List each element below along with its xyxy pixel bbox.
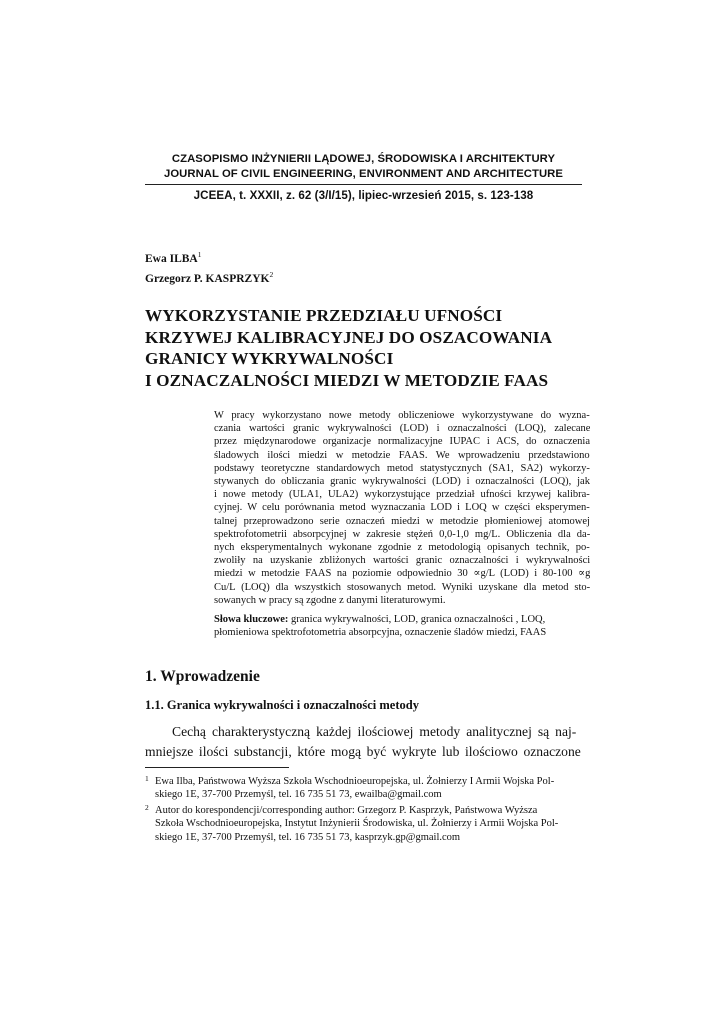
abstract-line: nych eksperymentalnych wykonane zgodnie z metodologią opisanych technik, po-: [214, 542, 590, 554]
author-1-name: Ewa ILBA: [145, 253, 198, 265]
footnote-1: [145, 775, 590, 802]
abstract-line: czania wartości granic wykrywalności (LOD) i oznaczalności (LOQ), zalecane: [214, 423, 590, 435]
footnote-rule: [145, 767, 289, 768]
footnote-line: Szkoła Wschodnioeuropejska, Instytut Inżynierii Środowiska, ul. Żołnierzy i Armii Wojska Pol-: [155, 818, 559, 830]
title-line: GRANICY WYKRYWALNOŚCI: [145, 349, 394, 368]
title-line: KRZYWEJ KALIBRACYJNEJ DO OSZACOWANIA: [145, 327, 553, 347]
author-1-footnote-mark: 1: [197, 250, 202, 259]
author-2: [145, 267, 273, 287]
abstract: [214, 409, 590, 607]
title-line: I OZNACZALNOŚCI MIEDZI W METODZIE FAAS: [145, 370, 549, 390]
header-rule: [145, 184, 582, 185]
abstract-line: przez międzynarodowe organizacje normalizacyjne IUPAC i ACS, do oznaczenia: [214, 436, 590, 448]
journal-header: [145, 152, 582, 203]
keywords: [214, 613, 590, 639]
paper-title: [145, 305, 590, 391]
footnote-line: skiego 1E, 37-700 Przemyśl, tel. 16 735 51 73, kasprzyk.gp@gmail.com: [155, 831, 461, 843]
keywords-label: Słowa kluczowe:: [214, 614, 289, 625]
abstract-line: stywanych do obliczania granic wykrywalności (LOD) i oznaczalności (LOQ), jak: [214, 476, 590, 488]
keywords-text: granica wykrywalności, LOD, granica oznaczalności , LOQ,: [288, 614, 546, 625]
body-line: Cechą charakterystyczną każdej ilościowej metody analitycznej są naj-: [172, 724, 577, 739]
footnote-mark: 2: [145, 802, 149, 812]
abstract-line: Cu/L (LOQ) dla wszystkich stosowanych metod. Wyniki uzyskane dla metod sto-: [214, 581, 590, 593]
body-line: mniejsze ilości substancji, które mogą być wykryte lub ilościowo oznaczone: [145, 744, 581, 759]
author-1: [145, 247, 273, 267]
abstract-line: W pracy wykorzystano nowe metody obliczeniowe wykorzystywane do wyzna-: [214, 410, 590, 421]
footnote-line: skiego 1E, 37-700 Przemyśl, tel. 16 735 51 73, ewailba@gmail.com: [155, 789, 442, 801]
footnote-mark: 1: [145, 774, 149, 783]
abstract-line: podstawy teoretyczne standardowych metod statystycznych (SA1, SA2) wykorzy-: [214, 462, 590, 474]
abstract-line: spektrofotometrii absorpcyjnej w zakresie stężeń 0,0-1,0 mg/L. Obliczenia dla da-: [214, 528, 590, 540]
abstract-line: i nowe metody (ULA1, ULA2) wykorzystujące przedział ufności krzywej kalibra-: [214, 489, 590, 501]
section-heading-introduction: 1. Wprowadzenie: [145, 668, 260, 685]
journal-name-english: JOURNAL OF CIVIL ENGINEERING, ENVIRONMENT AND ARCHITECTURE: [164, 167, 563, 180]
keywords-line-1: [214, 613, 590, 626]
abstract-line: miedzi w metodzie FAAS na poziomie odpowiednio 30 ∝g/L (LOD) i 80-100 ∝g: [214, 568, 590, 580]
footnote-2: [145, 804, 590, 844]
abstract-line: talnej przeprowadzono serie oznaczeń miedzi w metodzie płomieniowej atomowej: [214, 515, 590, 527]
abstract-line: zwoliły na uzyskanie zbliżonych wartości granic oznaczalności i wykrywalności: [214, 555, 590, 567]
keywords-line-2: płomieniowa spektrofotometria absorpcyjna, oznaczenie śladów miedzi, FAAS: [214, 627, 547, 639]
author-list: [145, 247, 273, 287]
author-2-name: Grzegorz P. KASPRZYK: [145, 273, 270, 285]
abstract-line: śladowych ilości miedzi w metodzie FAAS. We wprowadzeniu przedstawiono: [214, 449, 590, 461]
journal-reference: JCEEA, t. XXXII, z. 62 (3/I/15), lipiec-wrzesień 2015, s. 123-138: [193, 188, 534, 202]
title-line: WYKORZYSTANIE PRZEDZIAŁU UFNOŚCI: [145, 306, 503, 325]
footnote-line: Autor do korespondencji/corresponding author: Grzegorz P. Kasprzyk, Państwowa Wyższa: [155, 804, 538, 816]
body-text: [145, 722, 590, 762]
subsection-heading: 1.1. Granica wykrywalności i oznaczalności metody: [145, 698, 419, 712]
footnotes: [145, 775, 590, 846]
abstract-line: cyjnej. W celu porównania metod wyznaczania LOD i LOQ w części eksperymen-: [214, 502, 590, 514]
footnote-line: Ewa Ilba, Państwowa Wyższa Szkoła Wschodnioeuropejska, ul. Żołnierzy I Armii Wojska Pol-: [155, 776, 555, 787]
abstract-line: sowanych w pracy są zgodne z danymi literaturowymi.: [214, 594, 446, 606]
author-2-footnote-mark: 2: [269, 270, 274, 279]
journal-name-polish: CZASOPISMO INŻYNIERII LĄDOWEJ, ŚRODOWISKA I ARCHITEKTURY: [171, 153, 556, 165]
